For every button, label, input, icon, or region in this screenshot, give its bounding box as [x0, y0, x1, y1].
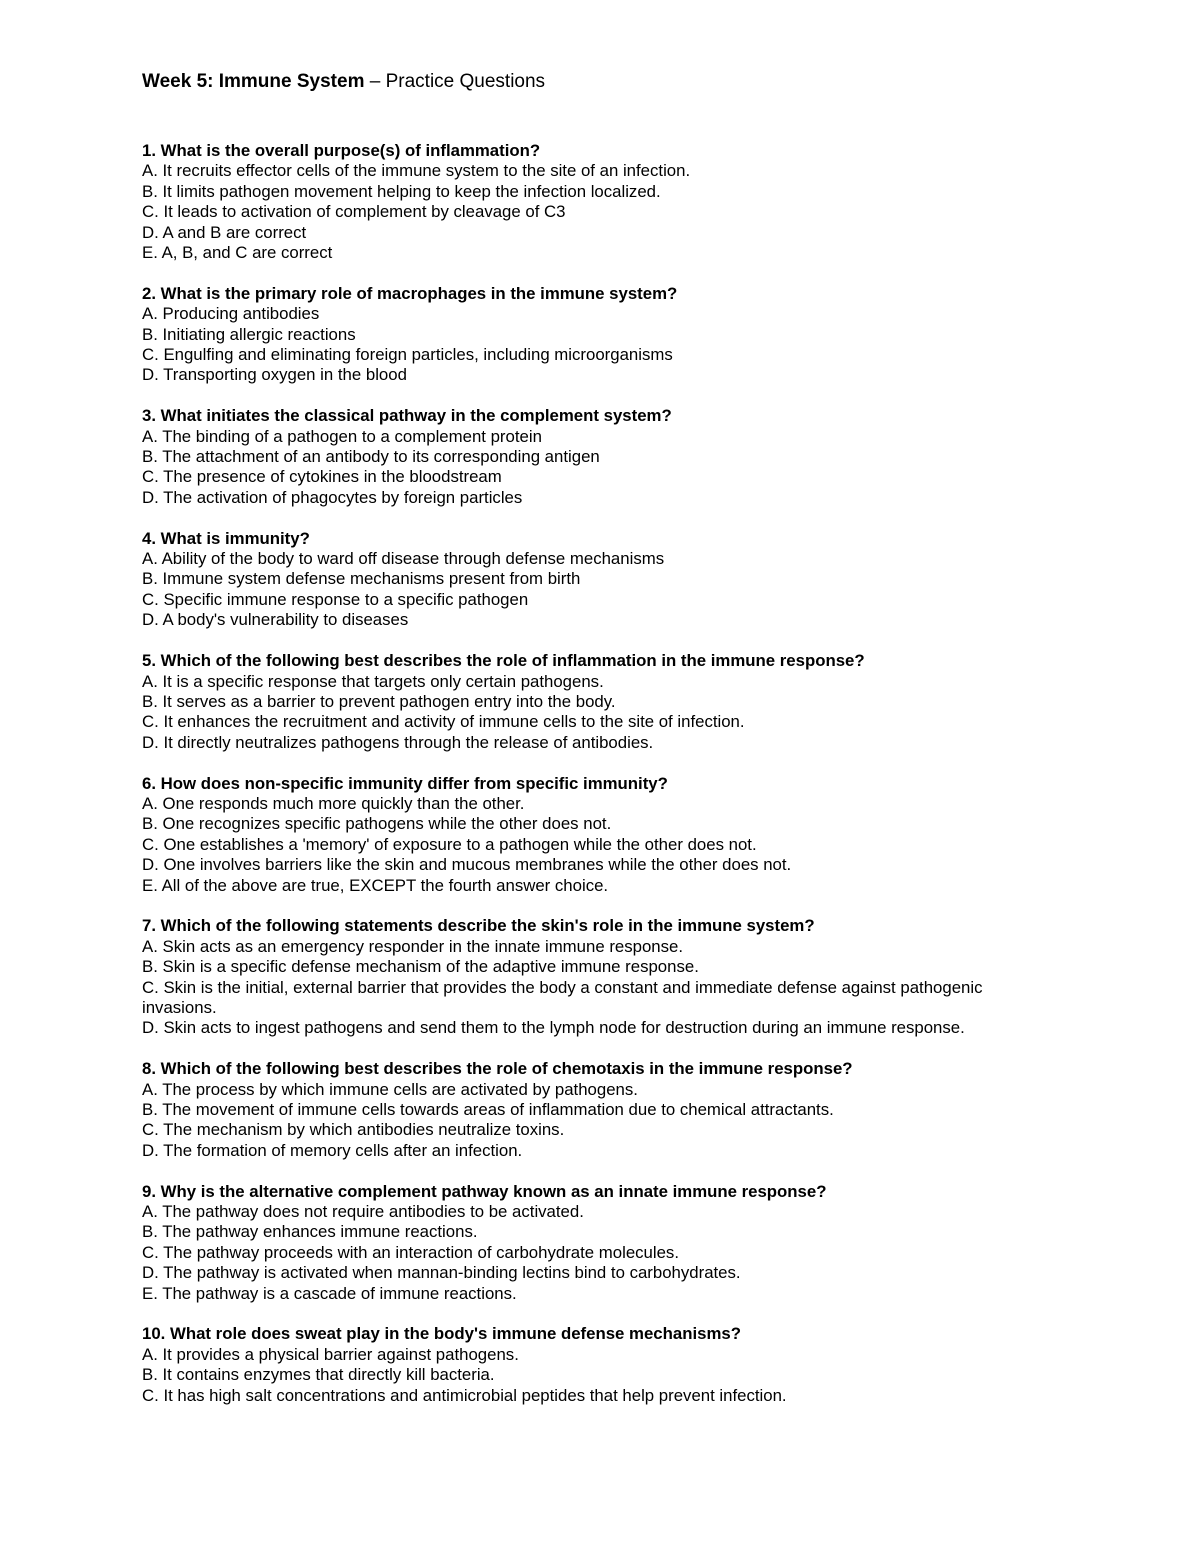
answer-option: C. The mechanism by which antibodies neutralize toxins.	[142, 1120, 565, 1140]
answer-option: A. The process by which immune cells are activated by pathogens.	[142, 1079, 638, 1099]
question-9	[142, 1182, 1042, 1304]
answer-option: B. It serves as a barrier to prevent pathogen entry into the body.	[142, 691, 616, 711]
answer-option: A. It is a specific response that targets only certain pathogens.	[142, 671, 604, 691]
answer-option: A. Ability of the body to ward off disease through defense mechanisms	[142, 549, 665, 569]
answer-option: A. The pathway does not require antibodies to be activated.	[142, 1202, 584, 1221]
answer-option: D. It directly neutralizes pathogens through the release of antibodies.	[142, 732, 654, 752]
answer-option: A. Skin acts as an emergency responder in the innate immune response.	[142, 936, 684, 956]
answer-option: C. The presence of cytokines in the bloodstream	[142, 467, 502, 487]
answer-option: B. The attachment of an antibody to its corresponding antigen	[142, 447, 600, 467]
answer-option: C. It has high salt concentrations and antimicrobial peptides that help prevent infection.	[142, 1385, 787, 1405]
answer-option: D. One involves barriers like the skin and mucous membranes while the other does not.	[142, 855, 792, 875]
answer-option: C. It leads to activation of complement by cleavage of C3	[142, 202, 566, 222]
answer-option: D. Transporting oxygen in the blood	[142, 365, 407, 385]
question-7	[142, 916, 1042, 1038]
answer-option: B. It contains enzymes that directly kill bacteria.	[142, 1365, 495, 1385]
answer-option: B. The pathway enhances immune reactions.	[142, 1222, 478, 1242]
question-text: 6. How does non-specific immunity differ from specific immunity?	[142, 773, 668, 793]
answer-option: D. A and B are correct	[142, 222, 307, 242]
answer-option: C. Specific immune response to a specific pathogen	[142, 589, 529, 609]
answer-option: A. Producing antibodies	[142, 304, 320, 324]
document-page	[142, 70, 1042, 1426]
question-text: 5. Which of the following best describes the role of inflammation in the immune response?	[142, 651, 865, 671]
question-5	[142, 651, 1042, 753]
answer-option: D. A body's vulnerability to diseases	[142, 610, 409, 630]
question-3	[142, 406, 1042, 508]
answer-option: C. The pathway proceeds with an interaction of carbohydrate molecules.	[142, 1242, 679, 1262]
question-text: 8. Which of the following best describes the role of chemotaxis in the immune response?	[142, 1059, 853, 1079]
answer-option: D. The formation of memory cells after an infection.	[142, 1140, 523, 1160]
question-text: 2. What is the primary role of macrophages in the immune system?	[142, 283, 678, 303]
answer-option: C. One establishes a 'memory' of exposure to a pathogen while the other does not.	[142, 834, 757, 854]
answer-option: E. The pathway is a cascade of immune reactions.	[142, 1283, 517, 1303]
question-text: 7. Which of the following statements describe the skin's role in the immune system?	[142, 916, 815, 936]
answer-option: C. Engulfing and eliminating foreign particles, including microorganisms	[142, 345, 673, 365]
question-text: 9. Why is the alternative complement pathway known as an innate immune response?	[142, 1181, 827, 1201]
question-text: 4. What is immunity?	[142, 528, 310, 548]
answer-option: E. A, B, and C are correct	[142, 243, 333, 263]
question-6	[142, 774, 1042, 896]
answer-option: D. The pathway is activated when mannan-binding lectins bind to carbohydrates.	[142, 1263, 741, 1283]
answer-option: A. It recruits effector cells of the immune system to the site of an infection.	[142, 161, 691, 181]
answer-option: B. One recognizes specific pathogens while the other does not.	[142, 814, 612, 834]
question-text: 3. What initiates the classical pathway in the complement system?	[142, 406, 672, 426]
question-4	[142, 529, 1042, 631]
question-text: 1. What is the overall purpose(s) of inflammation?	[142, 141, 541, 160]
answer-option: B. The movement of immune cells towards areas of inflammation due to chemical attractants.	[142, 1099, 834, 1119]
answer-option: B. Initiating allergic reactions	[142, 324, 356, 344]
answer-option: B. It limits pathogen movement helping to keep the infection localized.	[142, 181, 661, 201]
answer-option: E. All of the above are true, EXCEPT the fourth answer choice.	[142, 875, 609, 895]
answer-option: B. Skin is a specific defense mechanism of the adaptive immune response.	[142, 957, 699, 977]
question-8	[142, 1059, 1042, 1161]
answer-option: D. Skin acts to ingest pathogens and send them to the lymph node for destruction during an immune response.	[142, 1018, 965, 1038]
answer-option: C. It enhances the recruitment and activity of immune cells to the site of infection.	[142, 712, 745, 732]
page-title	[142, 70, 1042, 94]
answer-option: D. The activation of phagocytes by foreign particles	[142, 487, 523, 507]
title-rest: – Practice Questions	[364, 71, 546, 92]
question-1	[142, 141, 1042, 263]
answer-option: C. Skin is the initial, external barrier that provides the body a constant and immediate defense against pathogenic invasions.	[142, 977, 983, 1017]
answer-option: B. Immune system defense mechanisms present from birth	[142, 569, 581, 589]
question-2	[142, 284, 1042, 386]
answer-option: A. One responds much more quickly than the other.	[142, 793, 525, 813]
question-list	[142, 141, 1042, 1406]
question-10	[142, 1324, 1042, 1406]
answer-option: A. The binding of a pathogen to a complement protein	[142, 426, 542, 446]
question-text: 10. What role does sweat play in the body's immune defense mechanisms?	[142, 1324, 741, 1344]
answer-option: A. It provides a physical barrier against pathogens.	[142, 1344, 519, 1364]
title-bold: Week 5: Immune System	[142, 71, 365, 92]
